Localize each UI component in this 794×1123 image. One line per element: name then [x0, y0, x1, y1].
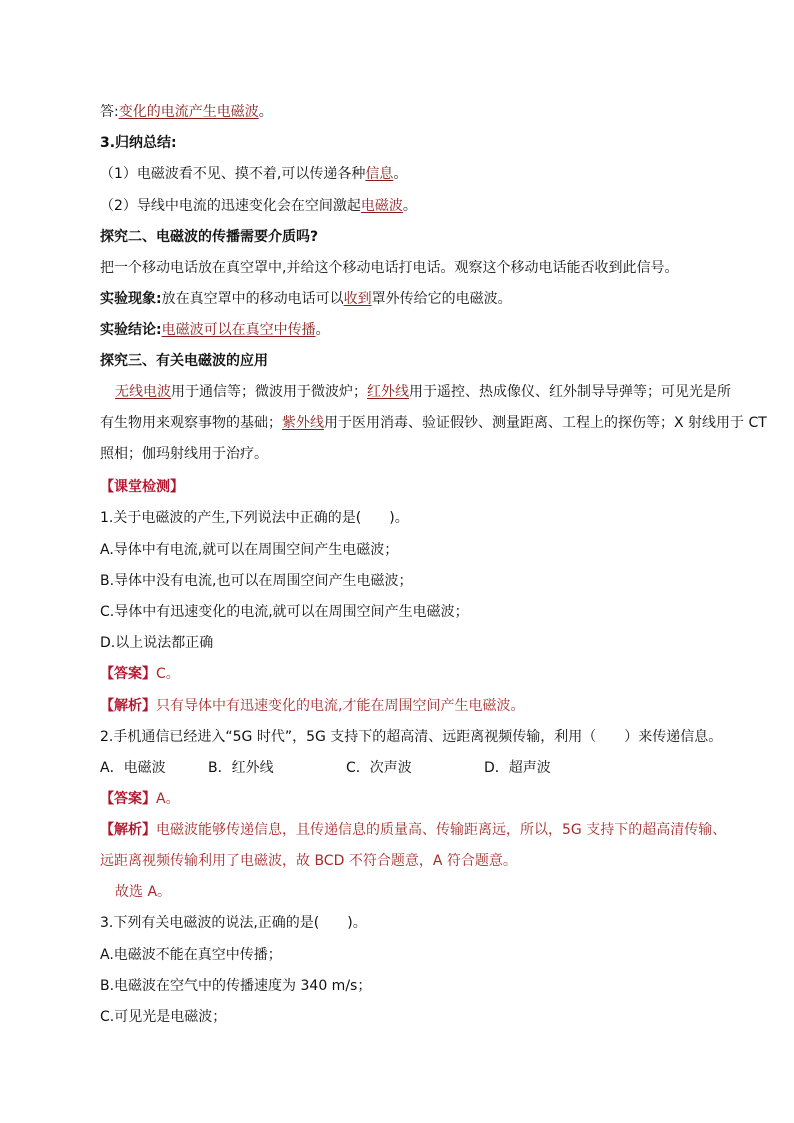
question-2-options — [100, 758, 551, 778]
question-3-stem: 3.下列有关电磁波的说法,正确的是( )。 — [100, 915, 367, 931]
question-2-option-d: D．超声波 — [484, 760, 551, 776]
experiment-description: 把一个移动电话放在真空罩中,并给这个移动电话打电话。观察这个移动电话能否收到此信号。 — [100, 260, 679, 276]
question-1-option-a: A.导体中有电流,就可以在周围空间产生电磁波； — [100, 542, 399, 558]
quiz-heading: 【课堂检测】 — [100, 479, 184, 495]
question-3-option-b: B.电磁波在空气中的传播速度为 340 m/s； — [100, 978, 372, 994]
answer-underlined: 变化的电流产生电磁波 — [118, 104, 259, 120]
question-2-analysis: 【解析】电磁波能够传递信息，且传递信息的质量高、传输距离远，所以，5G 支持下的超高清传输、 — [100, 822, 727, 838]
question-1-option-b: B.导体中没有电流,也可以在周围空间产生电磁波； — [100, 573, 413, 589]
question-2-choose: 故选 A。 — [115, 884, 172, 900]
conclusion-blank: 电磁波可以在真空中传播 — [161, 322, 316, 338]
application-line-3: 照相；伽玛射线用于治疗。 — [100, 446, 268, 462]
summary-item-2: （2）导线中电流的迅速变化会在空间激起电磁波。 — [100, 198, 417, 214]
experiment-conclusion: 实验结论:电磁波可以在真空中传播。 — [100, 322, 330, 338]
summary-heading: 3.归纳总结: — [100, 135, 177, 151]
summary-item-1-blank: 信息 — [365, 166, 394, 182]
answer-line: 答:变化的电流产生电磁波。 — [100, 104, 273, 120]
question-1-option-d: D.以上说法都正确 — [100, 635, 214, 651]
section-2-heading: 探究二、电磁波的传播需要介质吗? — [100, 229, 319, 245]
section-3-heading: 探究三、有关电磁波的应用 — [100, 353, 268, 369]
question-2-option-b: B．红外线 — [208, 760, 274, 776]
answer-prefix: 答: — [100, 104, 119, 120]
question-2-stem: 2.手机通信已经进入“5G 时代”，5G 支持下的超高清、远距离视频传输，利用（ ）来传递信息。 — [100, 729, 723, 745]
question-3-option-a: A.电磁波不能在真空中传播； — [100, 947, 282, 963]
question-3-option-c: C.可见光是电磁波； — [100, 1009, 227, 1025]
application-line-2: 有生物用来观察事物的基础；紫外线用于医用消毒、验证假钞、测量距离、工程上的探伤等；X 射线用于 CT — [100, 415, 767, 431]
question-1-stem: 1.关于电磁波的产生,下列说法中正确的是( )。 — [100, 510, 409, 526]
question-1-analysis: 【解析】只有导体中有迅速变化的电流,才能在周围空间产生电磁波。 — [100, 698, 525, 714]
question-1-option-c: C.导体中有迅速变化的电流,就可以在周围空间产生电磁波； — [100, 604, 469, 620]
question-2-answer: 【答案】A。 — [100, 791, 180, 807]
question-2-option-a: A．电磁波 — [100, 760, 166, 776]
summary-item-1: （1）电磁波看不见、摸不着,可以传递各种信息。 — [100, 166, 408, 182]
question-1-answer: 【答案】C。 — [100, 666, 180, 682]
summary-item-2-blank: 电磁波 — [360, 198, 403, 214]
application-line-1: 无线电波用于通信等；微波用于微波炉；红外线用于遥控、热成像仪、红外制导导弹等；可见光是所 — [115, 384, 731, 400]
experiment-phenomenon: 实验现象:放在真空罩中的移动电话可以收到罩外传给它的电磁波。 — [100, 291, 512, 307]
phenomenon-blank: 收到 — [343, 291, 372, 307]
question-2-analysis-cont: 远距离视频传输利用了电磁波，故 BCD 不符合题意，A 符合题意。 — [100, 853, 517, 869]
question-2-option-c: C．次声波 — [346, 760, 412, 776]
